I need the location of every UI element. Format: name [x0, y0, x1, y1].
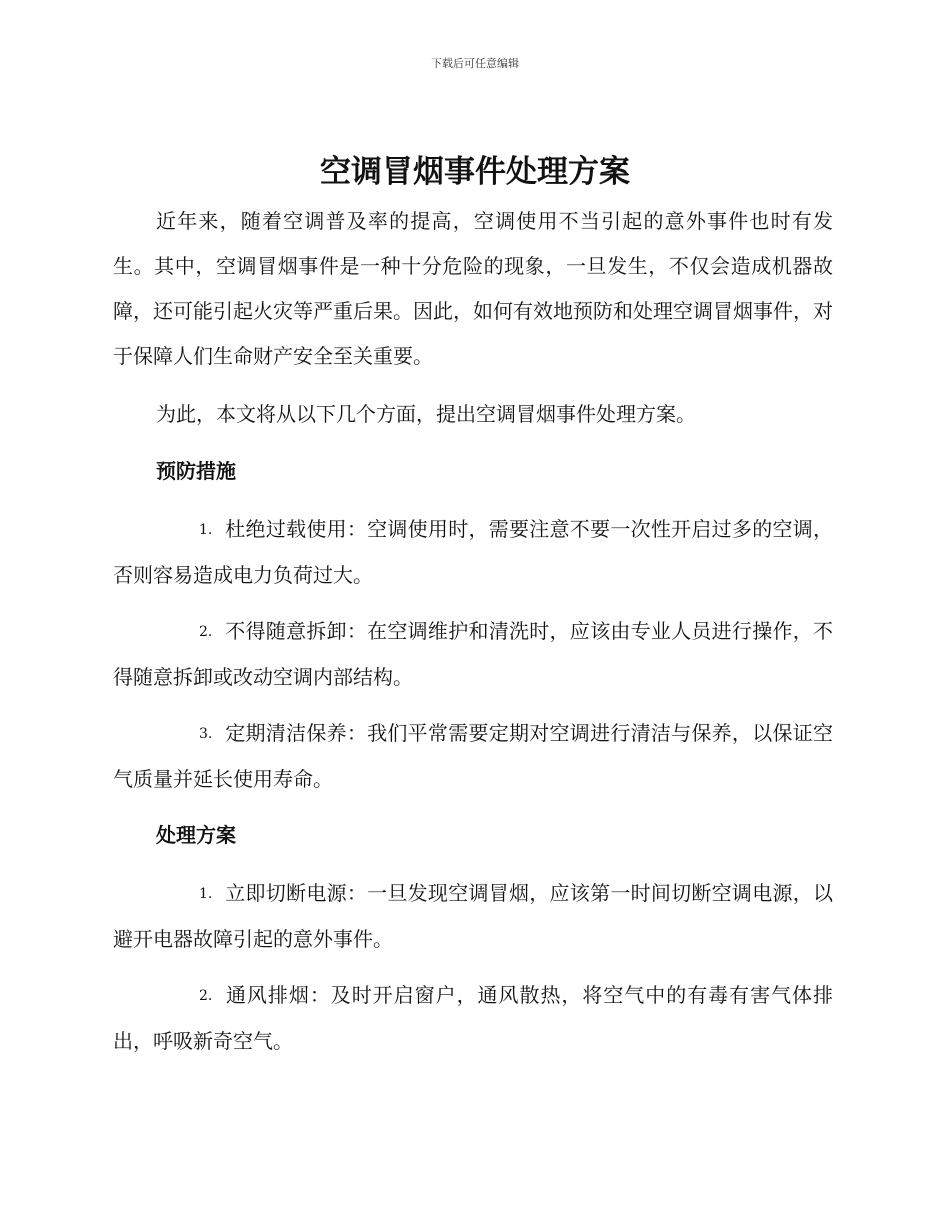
list-item [113, 711, 833, 802]
list-item-text: 杜绝过载使用：空调使用时，需要注意不要一次性开启过多的空调，否则容易造成电力负荷过大。 [113, 517, 833, 587]
list-item [113, 871, 833, 962]
list-item-number: 2. [199, 988, 213, 1004]
list-item-number: 1. [199, 886, 213, 902]
intro-paragraph: 为此，本文将从以下几个方面，提出空调冒烟事件处理方案。 [156, 402, 696, 426]
list-item-number: 1. [199, 522, 213, 538]
list-item-text: 通风排烟：及时开启窗户，通风散热，将空气中的有毒有害气体排出，呼吸新奇空气。 [113, 983, 833, 1053]
list-item-text: 不得随意拆卸：在空调维护和清洗时，应该由专业人员进行操作，不得随意拆卸或改动空调内部结构。 [113, 619, 833, 689]
header-note: 下载后可任意编辑 [431, 57, 519, 70]
list-item [113, 609, 833, 700]
list-item-number: 2. [199, 624, 213, 640]
list-item [113, 973, 833, 1064]
document-title: 空调冒烟事件处理方案 [320, 154, 630, 190]
list-item-text: 立即切断电源：一旦发现空调冒烟，应该第一时间切断空调电源，以避开电器故障引起的意外事件。 [113, 881, 833, 951]
intro-paragraph: 近年来，随着空调普及率的提高，空调使用不当引起的意外事件也时有发生。其中，空调冒烟事件是一种十分危险的现象，一旦发生，不仅会造成机器故障，还可能引起火灾等严重后果。因此，如何有效地预防和处理空调冒烟事件，对于保障人们生命财产安全至关重要。 [113, 209, 833, 368]
section-heading: 处理方案 [156, 823, 236, 847]
list-item-number: 3. [199, 726, 213, 742]
list-item-text: 定期清洁保养：我们平常需要定期对空调进行清洁与保养，以保证空气质量并延长使用寿命。 [113, 721, 833, 791]
section-heading: 预防措施 [156, 459, 236, 483]
list-item [113, 507, 833, 598]
